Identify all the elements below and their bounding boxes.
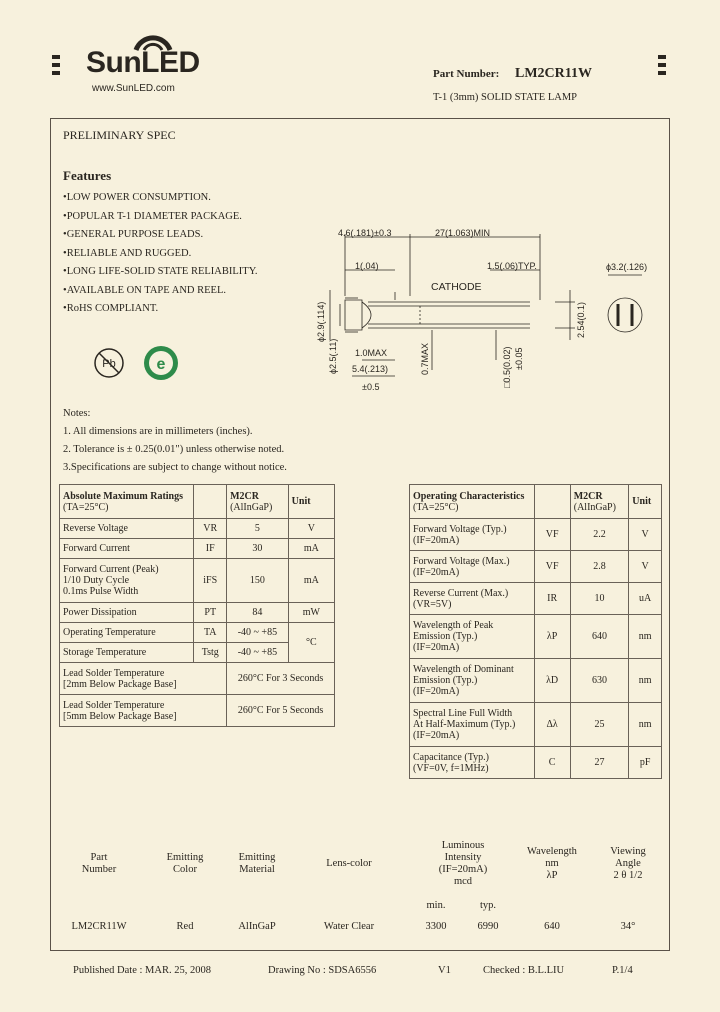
abs-header: Absolute Maximum Ratings (TA=25°C) xyxy=(60,485,194,519)
published-date: Published Date : MAR. 25, 2008 xyxy=(73,965,211,976)
corner-mark xyxy=(52,55,60,59)
dim-text: 1.5(.06)TYP. xyxy=(487,261,537,271)
abs-max-table xyxy=(59,484,335,727)
op-header-unit: Unit xyxy=(629,485,662,519)
corner-mark xyxy=(658,63,666,67)
table-row: Reverse Current (Max.) (VR=5V) IR 10 uA xyxy=(410,583,662,615)
table-row: Forward Current (Peak) 1/10 Duty Cycle 0.1ms Pulse Width iFS 150 mA xyxy=(60,559,335,603)
page-number: P.1/4 xyxy=(612,965,633,976)
table-row: Wavelength of Peak Emission (Typ.) (IF=20mA) λP 640 nm xyxy=(410,615,662,659)
features-title: Features xyxy=(63,168,112,183)
feature-item: •GENERAL PURPOSE LEADS. xyxy=(63,229,204,240)
table-row: Spectral Line Full Width At Half-Maximum (Typ.) (IF=20mA) Δλ 25 nm xyxy=(410,703,662,747)
col-head-angle: Viewing Angle 2 θ 1/2 xyxy=(610,846,646,881)
feature-item: •RELIABLE AND RUGGED. xyxy=(63,247,192,259)
led-dimension-drawing xyxy=(300,220,665,400)
row-wavelength: 640 xyxy=(544,921,560,932)
col-head-color: Emitting Color xyxy=(166,852,204,875)
part-number-label: Part Number: xyxy=(433,68,500,80)
dim-text: ϕ2.5(.11) xyxy=(328,338,338,374)
table-row: Forward Voltage (Typ.) (IF=20mA) VF 2.2 V xyxy=(410,519,662,551)
col-head-material: Emitting Material xyxy=(238,852,276,875)
op-header-col: M2CR (AlInGaP) xyxy=(570,485,629,519)
table-row: Forward Voltage (Max.) (IF=20mA) VF 2.8 V xyxy=(410,551,662,583)
table-row: Capacitance (Typ.) (VF=0V, f=1MHz) C 27 pF xyxy=(410,747,662,779)
feature-item: •LONG LIFE-SOLID STATE RELIABILITY. xyxy=(63,266,258,277)
table-row: Wavelength of Dominant Emission (Typ.) (IF=20mA) λD 630 nm xyxy=(410,659,662,703)
dim-text: 2.54(0.1) xyxy=(576,301,586,338)
dim-text: □0.5(0.02) xyxy=(502,346,512,388)
table-row: Lead Solder Temperature [5mm Below Package Base] 260°C For 5 Seconds xyxy=(60,695,335,727)
subtitle: T-1 (3mm) SOLID STATE LAMP xyxy=(433,92,578,103)
part-number: LM2CR11W xyxy=(515,66,592,81)
dim-text: ±0.5 xyxy=(362,382,380,392)
typ-label: typ. xyxy=(479,900,497,911)
op-header: Operating Characteristics (TA=25°C) xyxy=(410,485,535,519)
row-min: 3300 xyxy=(425,921,447,932)
dim-text: ϕ2.9(.114) xyxy=(316,301,326,342)
dim-text: 5.4(.213) xyxy=(352,364,389,374)
spec-title: PRELIMINARY SPEC xyxy=(63,128,176,142)
abs-header-col: M2CR (AlInGaP) xyxy=(227,485,289,519)
cathode-label: CATHODE xyxy=(431,281,482,293)
dim-text: ϕ3.2(.126) xyxy=(606,262,648,272)
col-head-lens: Lens-color xyxy=(326,858,372,869)
col-head-luminous: Luminous Intensity (IF=20mA) mcd xyxy=(438,840,488,887)
table-row: Operating Temperature TA -40 ~ +85 °C xyxy=(60,623,335,643)
drawing-number: Drawing No : SDSA6556 xyxy=(268,965,377,976)
notes xyxy=(63,405,287,477)
table-row: Forward Current IF 30 mA xyxy=(60,539,335,559)
row-angle: 34° xyxy=(620,921,636,932)
table-row: Lead Solder Temperature [2mm Below Package Base] 260°C For 3 Seconds xyxy=(60,663,335,695)
table-row: Reverse Voltage VR 5 V xyxy=(60,519,335,539)
table-row: Power Dissipation PT 84 mW xyxy=(60,603,335,623)
dim-text: ±0.05 xyxy=(514,347,524,370)
notes-title: Notes: xyxy=(63,408,91,419)
dim-text: 27(1.063)MIN xyxy=(435,228,491,238)
row-lens: Water Clear xyxy=(323,921,375,932)
website[interactable]: www.SunLED.com xyxy=(92,83,175,94)
corner-mark xyxy=(52,63,60,67)
corner-mark xyxy=(658,55,666,59)
row-part: LM2CR11W xyxy=(71,921,127,932)
svg-text:Pb: Pb xyxy=(102,358,116,370)
table-row: Storage Temperature Tstg -40 ~ +85 xyxy=(60,643,335,663)
dim-text: 4.6(.181)±0.3 xyxy=(338,228,392,238)
feature-item: •RoHS COMPLIANT. xyxy=(63,303,159,314)
feature-item: •AVAILABLE ON TAPE AND REEL. xyxy=(63,284,226,296)
note-item: 3.Specifications are subject to change without notice. xyxy=(63,462,287,473)
note-item: 1. All dimensions are in millimeters (inches). xyxy=(63,426,253,437)
operating-table xyxy=(409,484,662,779)
logo-text: SunLED xyxy=(86,46,200,79)
features-list xyxy=(63,189,258,319)
col-head-part: Part Number xyxy=(81,852,117,875)
version: V1 xyxy=(438,965,451,976)
col-head-wavelength: Wavelength nm λP xyxy=(527,846,577,881)
corner-mark xyxy=(658,71,666,75)
checked-by: Checked : B.L.LIU xyxy=(483,965,565,976)
dim-text: 1(.04) xyxy=(355,261,379,271)
note-item: 2. Tolerance is ± 0.25(0.01") unless otherwise noted. xyxy=(63,444,285,455)
dim-text: 0.7MAX xyxy=(420,342,430,375)
feature-item: •POPULAR T-1 DIAMETER PACKAGE. xyxy=(63,210,242,222)
pb-free-icon xyxy=(92,346,126,380)
min-label: min. xyxy=(426,900,446,911)
row-typ: 6990 xyxy=(477,921,499,932)
feature-item: •LOW POWER CONSUMPTION. xyxy=(63,192,211,203)
rohs-e-icon xyxy=(142,344,180,382)
abs-header-unit: Unit xyxy=(288,485,334,519)
corner-mark xyxy=(52,71,60,75)
svg-text:e: e xyxy=(156,356,166,373)
row-material: AlInGaP xyxy=(238,921,276,932)
row-color: Red xyxy=(176,921,194,932)
dim-text: 1.0MAX xyxy=(355,348,388,358)
